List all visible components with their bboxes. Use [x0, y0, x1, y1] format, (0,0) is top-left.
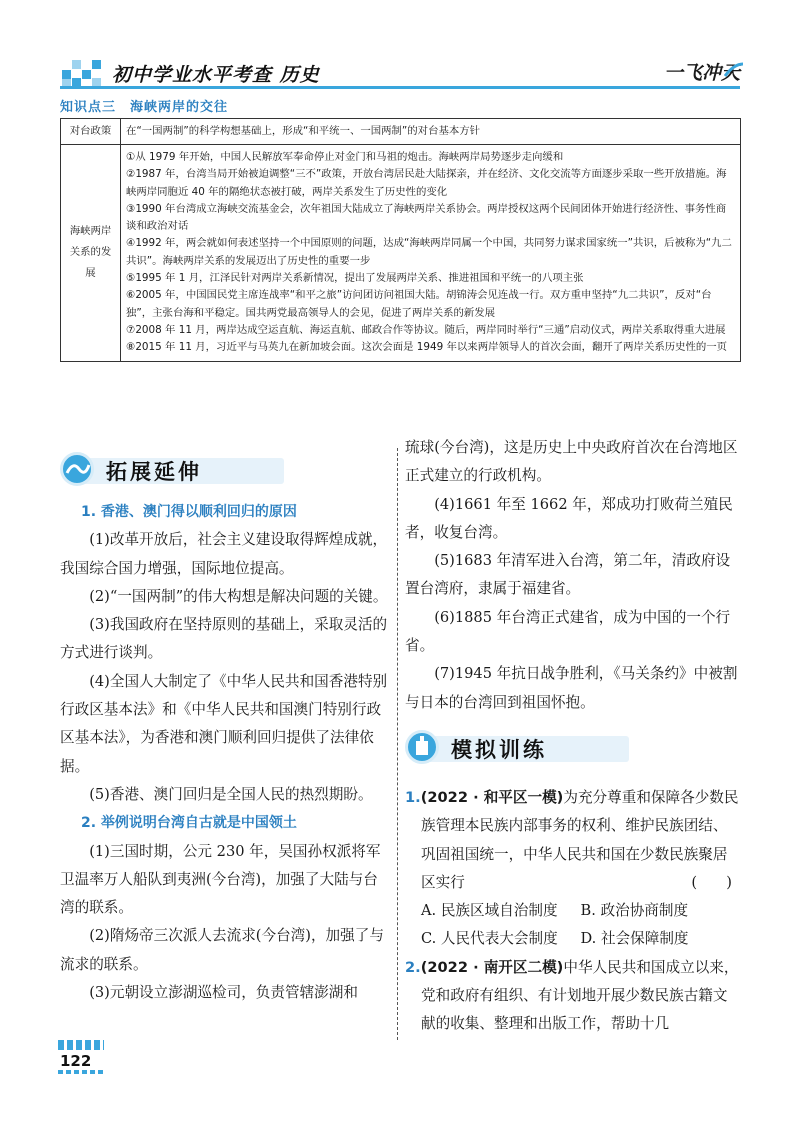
- question-number: 2.: [405, 958, 421, 976]
- table-item: ②1987 年，台湾当局开始被迫调整“三不”政策，开放台湾居民赴大陆探亲，并在经济、文化交流等方面逐步采取一些开放措施。海峡两岸同胞近 40 年的隔绝状态被打破，两岸关系发生了历史性的变化: [126, 168, 727, 198]
- option-a[interactable]: A. 民族区域自治制度: [421, 902, 558, 920]
- extension-banner-title: 拓展延伸: [106, 460, 202, 484]
- option-b[interactable]: B. 政治协商制度: [580, 902, 689, 920]
- page-header: [0, 0, 800, 100]
- header-brand: 一飞冲天: [664, 62, 741, 84]
- answer-bracket[interactable]: ( ): [691, 873, 732, 891]
- paragraph: (1)三国时期，公元 230 年，吴国孙权派将军卫温率万人船队到夷洲(今台湾)，加强了大陆与台湾的联系。: [60, 842, 381, 917]
- paragraph: (2)“一国两制”的伟大构想是解决问题的关键。: [89, 587, 388, 605]
- table-row: [61, 119, 741, 145]
- table-item: ④1992 年，两会就如何表述坚持一个中国原则的问题，达成“海峡两岸同属一个中国，共同努力谋求国家统一”共识，后被称为“九二共识”。海峡两岸关系的发展迈出了历史性的重要一步: [126, 237, 732, 267]
- paragraph: 琉球(今台湾)，这是历史上中央政府首次在台湾地区正式建立的行政机构。: [405, 439, 738, 485]
- paragraph: (5)香港、澳门回归是全国人民的热烈期盼。: [89, 785, 373, 803]
- question-item: [405, 954, 740, 1039]
- knowledge-point-label: 知识点三: [60, 100, 117, 115]
- question-source: (2022 · 和平区一模): [420, 789, 564, 806]
- table-cell: [121, 119, 741, 145]
- paragraph: (7)1945 年抗日战争胜利，《马关条约》中被割与日本的台湾回到祖国怀抱。: [405, 665, 738, 711]
- extension-banner: [60, 452, 294, 488]
- table-item: ⑦2008 年 11 月，两岸达成空运直航、海运直航、邮政合作等协议。随后，两岸同时举行“三通”启动仪式，两岸关系取得重大进展: [126, 323, 726, 336]
- section-heading: 2. 举例说明台湾自古就是中国领土: [81, 815, 297, 832]
- table-item: ⑤1995 年 1 月，江泽民针对两岸关系新情况，提出了发展两岸关系、推进祖国和平统一的八项主张: [126, 272, 584, 285]
- knowledge-point-title: [60, 96, 228, 115]
- header-divider: [60, 86, 740, 89]
- questions: [405, 784, 740, 1039]
- header-logo-blocks: [62, 58, 108, 88]
- paragraph: (3)元朝设立澎湖巡检司，负责管辖澎湖和: [89, 984, 358, 1002]
- paragraph: (2)隋炀帝三次派人去流求(今台湾)，加强了与流求的联系。: [60, 927, 384, 973]
- header-title: 初中学业水平考查 历史: [112, 64, 320, 86]
- question-text: 中华人民共和国成立以来，党和政府有组织、有计划地开展少数民族古籍文献的收集、整理和出版工作，帮助十几: [421, 958, 739, 1033]
- training-banner: [405, 730, 639, 766]
- table-item: ⑥2005 年，中国国民党主席连战率“和平之旅”访问团访问祖国大陆。胡锦涛会见连战一行。双方重申坚持“九二共识”，反对“台独”，主张台海和平稳定。国共两党最高领导人的会见，促进了两岸关系的新发展: [126, 289, 712, 319]
- question-item: [405, 784, 740, 897]
- column-divider: [397, 448, 398, 1040]
- table-cell: [121, 145, 741, 362]
- table-item: ①从 1979 年开始，中国人民解放军奉命停止对金门和马祖的炮击。海峡两岸局势逐步走向缓和: [126, 151, 564, 163]
- paragraph: (4)1661 年至 1662 年，郑成功打败荷兰殖民者，收复台湾。: [405, 495, 733, 541]
- paragraph: (6)1885 年台湾正式建省，成为中国的一个行省。: [405, 608, 731, 655]
- paragraph: (1)改革开放后，社会主义建设取得辉煌成就，我国综合国力增强，国际地位提高。: [60, 531, 388, 577]
- table-item: 在“一国两制”的科学构想基础上，形成“和平统一、一国两制”的对台基本方针: [126, 124, 481, 137]
- footer-deco: [58, 1070, 104, 1074]
- knowledge-point-heading: 海峡两岸的交往: [130, 100, 229, 115]
- page-footer: [58, 1040, 104, 1080]
- paragraph: (5)1683 年清军进入台湾，第二年，清政府设置台湾府，隶属于福建省。: [405, 552, 731, 598]
- training-banner-title: 模拟训练: [451, 738, 547, 762]
- left-column: [60, 498, 392, 1007]
- page-number: 122: [60, 1052, 92, 1070]
- banner-wave-icon: [60, 452, 94, 486]
- option-d[interactable]: D. 社会保障制度: [580, 930, 689, 948]
- table-item: ③1990 年台湾成立海峡交流基金会，次年祖国大陆成立了海峡两岸关系协会。两岸授权这两个民间团体开始进行经济性、事务性商谈和政治对话: [126, 202, 727, 233]
- right-column: [405, 434, 740, 717]
- question-number: 1.: [405, 789, 421, 806]
- building-icon: [405, 730, 439, 764]
- table-item: ⑧2015 年 11 月，习近平与马英九在新加坡会面。这次会面是 1949 年以来两岸领导人的首次会面，翻开了两岸关系历史性的一页: [126, 341, 728, 354]
- options: [405, 897, 740, 954]
- section-heading: 1. 香港、澳门得以顺利回归的原因: [81, 504, 297, 520]
- paragraph: (3)我国政府在坚持原则的基础上，采取灵活的方式进行谈判。: [60, 616, 388, 662]
- option-c[interactable]: C. 人民代表大会制度: [421, 930, 558, 948]
- question-text: 为充分尊重和保障各少数民族管理本民族内部事务的权利、维护民族团结、巩固祖国统一，中华人民共和国在少数民族聚居区实行: [421, 789, 739, 891]
- table-row-head: 对台政策: [61, 119, 121, 145]
- table-row-head: 海峡两岸关系的发展: [61, 145, 121, 362]
- paragraph: (4)全国人大制定了《中华人民共和国香港特别行政区基本法》和《中华人民共和国澳门特别行政区基本法》，为香港和澳门顺利回归提供了法律依据。: [60, 672, 388, 775]
- table-row: [61, 145, 741, 362]
- brand-swoosh-icon: [724, 62, 744, 78]
- footer-stripe: [58, 1040, 104, 1050]
- question-source: (2022 · 南开区二模): [420, 958, 564, 976]
- knowledge-table: [60, 118, 741, 362]
